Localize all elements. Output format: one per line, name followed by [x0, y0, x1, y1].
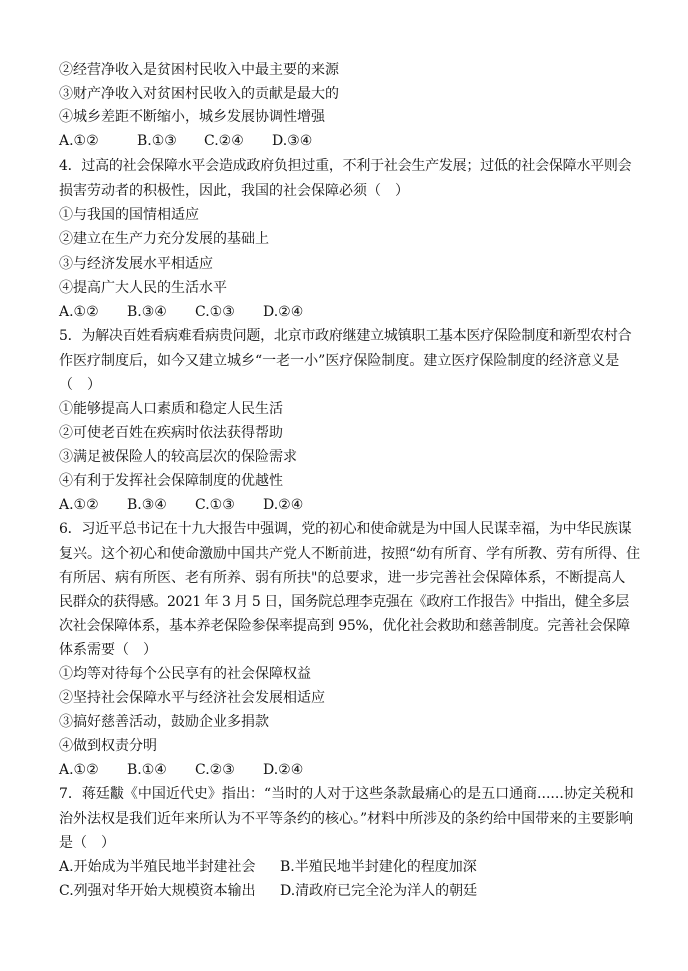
- q5-item-2: ②可使老百姓在疾病时依法获得帮助: [59, 425, 283, 441]
- q3-option-a: A.①②: [59, 133, 99, 149]
- q5-item-1: ①能够提高人口素质和稳定人民生活: [59, 401, 283, 417]
- q7-stem-line-1: 7．蒋廷黻《中国近代史》指出：“当时的人对于这些条款最痛心的是五口通商......协定关税和: [59, 786, 634, 802]
- q4-item-1: ①与我国的国情相适应: [59, 207, 199, 223]
- q6-item-1: ①均等对待每个公民享有的社会保障权益: [59, 666, 311, 682]
- q3-option-d: D.③④: [272, 133, 313, 149]
- q3-option-b: B.①③: [137, 133, 177, 149]
- q6-stem-line-6: 体系需要（ ）: [59, 642, 157, 658]
- q4-item-3: ③与经济发展水平相适应: [59, 256, 213, 272]
- q5-item-4: ④有利于发挥社会保障制度的优越性: [59, 473, 283, 489]
- q4-option-d: D.②④: [263, 304, 304, 320]
- q6-option-d: D.②④: [263, 762, 304, 778]
- q6-stem-line-3: 有所居、病有所医、老有所养、弱有所扶"的总要求，进一步完善社会保障体系，不断提高人: [59, 570, 626, 586]
- q4-item-4: ④提高广大人民的生活水平: [59, 280, 227, 296]
- q3-option-c: C.②④: [204, 133, 244, 149]
- q5-option-a: A.①②: [59, 497, 99, 513]
- q6-stem-line-1: 6．习近平总书记在十九大报告中强调，党的初心和使命就是为中国人民谋幸福，为中华民族谋: [59, 521, 632, 537]
- q4-option-b: B.③④: [127, 304, 167, 320]
- q6-stem-line-2: 复兴。这个初心和使命激励中国共产党人不断前进，按照“幼有所育、学有所教、劳有所得、住: [59, 546, 641, 562]
- q5-item-3: ③满足被保险人的较高层次的保险需求: [59, 449, 297, 465]
- q6-stem-line-4: 民群众的获得感。2021 年 3 月 5 日，国务院总理李克强在《政府工作报告》中指出，健全多层: [59, 594, 629, 610]
- q3-item-3: ③财产净收入对贫困村民收入的贡献是最大的: [59, 86, 339, 102]
- q6-item-4: ④做到权责分明: [59, 738, 157, 754]
- q7-option-b: B.半殖民地半封建化的程度加深: [280, 859, 477, 875]
- q6-option-c: C.②③: [195, 762, 235, 778]
- q7-stem-line-2: 治外法权是我们近年来所认为不平等条约的核心。”材料中所涉及的条约给中国带来的主要影响: [59, 811, 634, 827]
- q6-item-3: ③搞好慈善活动，鼓励企业多捐款: [59, 714, 269, 730]
- q5-stem-line-2: 作医疗制度后，如今又建立城乡“一老一小”医疗保险制度。建立医疗保险制度的经济意义是: [59, 353, 620, 369]
- q7-option-d: D.清政府已完全沦为洋人的朝廷: [280, 883, 478, 899]
- q6-stem-line-5: 次社会保障体系，基本养老保险参保率提高到 95%，优化社会救助和慈善制度。完善社会保障: [59, 618, 630, 634]
- q4-stem-line-1: 4．过高的社会保障水平会造成政府负担过重，不利于社会生产发展；过低的社会保障水平则会: [59, 158, 632, 174]
- q4-option-a: A.①②: [59, 304, 99, 320]
- q4-option-c: C.①③: [195, 304, 235, 320]
- q6-option-b: B.①④: [127, 762, 167, 778]
- q5-stem-line-3: （ ）: [59, 377, 101, 393]
- q7-option-c: C.列强对华开始大规模资本输出: [59, 883, 256, 899]
- q4-stem-line-2: 损害劳动者的积极性，因此，我国的社会保障必须（ ）: [59, 183, 409, 199]
- q6-option-a: A.①②: [59, 762, 99, 778]
- q7-option-a: A.开始成为半殖民地半封建社会: [59, 859, 256, 875]
- q6-item-2: ②坚持社会保障水平与经济社会发展相适应: [59, 690, 325, 706]
- q4-item-2: ②建立在生产力充分发展的基础上: [59, 231, 269, 247]
- q5-stem-line-1: 5．为解决百姓看病难看病贵问题，北京市政府继建立城镇职工基本医疗保险制度和新型农村合: [59, 328, 632, 344]
- q3-item-2: ②经营净收入是贫困村民收入中最主要的来源: [59, 62, 339, 78]
- q5-option-b: B.③④: [127, 497, 167, 513]
- q7-stem-line-3: 是（ ）: [59, 835, 115, 851]
- q3-item-4: ④城乡差距不断缩小，城乡发展协调性增强: [59, 109, 325, 125]
- q5-option-c: C.①③: [195, 497, 235, 513]
- q5-option-d: D.②④: [263, 497, 304, 513]
